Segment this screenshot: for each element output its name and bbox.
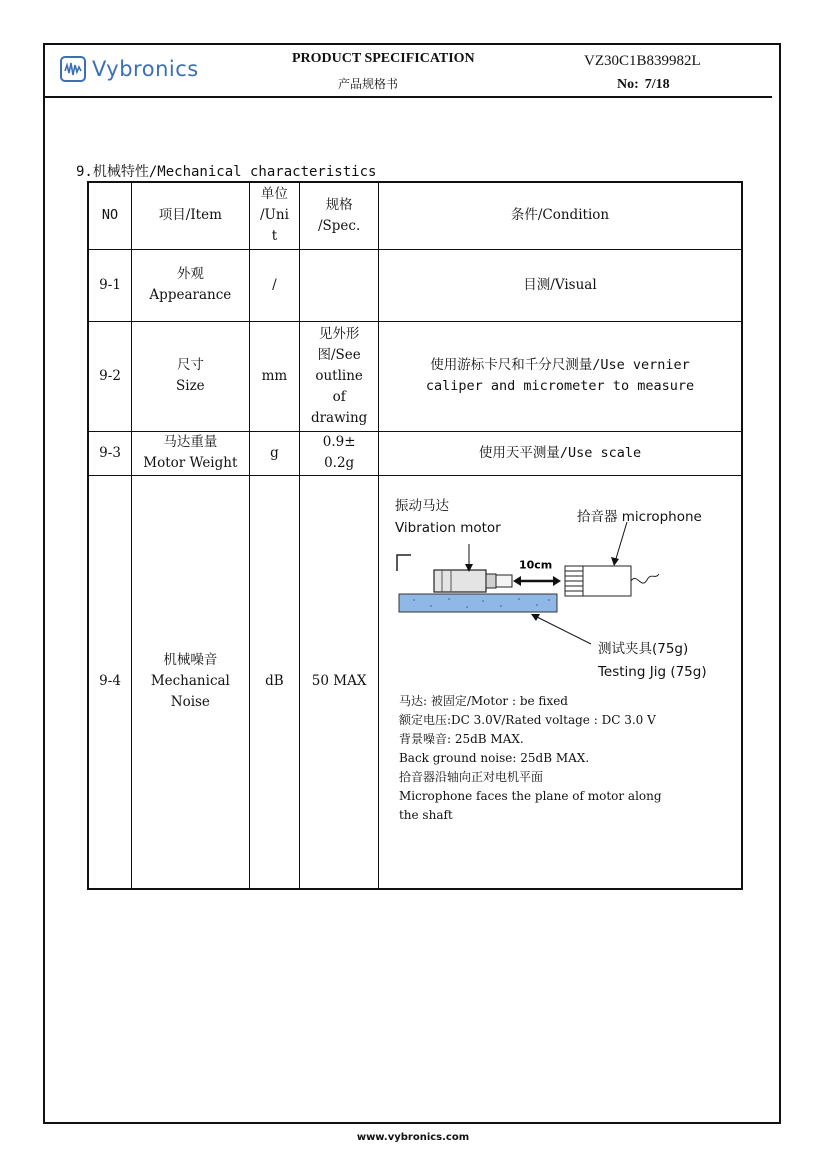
table-header-row: [88, 182, 742, 249]
header-item: 项目/Item: [132, 182, 249, 249]
table-row: [88, 475, 742, 889]
jig-label-cn: 测试夹具(75g): [597, 640, 689, 657]
noise-test-diagram: [379, 476, 741, 888]
row-no: 9-3: [88, 431, 132, 475]
eccentric-weight: [496, 575, 512, 587]
microphone-label: 拾音器 microphone: [576, 508, 702, 525]
mechanical-spec-table: [87, 181, 743, 890]
header-unit-line: t: [271, 228, 278, 245]
spec-line: 0.2g: [324, 455, 355, 471]
note-line: Back ground noise: 25dB MAX.: [398, 750, 590, 765]
footer-url: www.vybronics.com: [356, 1132, 470, 1143]
row-spec: 50 MAX: [300, 475, 379, 889]
header-unit: [249, 182, 300, 249]
item-en: Size: [176, 378, 205, 394]
item-en: Mechanical: [150, 673, 230, 689]
header-unit-line: /Uni: [259, 207, 289, 224]
spec-line: of: [332, 388, 346, 405]
spec-line: outline: [315, 367, 363, 384]
row-item: [132, 431, 249, 475]
item-cn: 外观: [176, 266, 204, 282]
header-no: NO: [88, 182, 132, 249]
note-line: Microphone faces the plane of motor along: [398, 788, 662, 803]
row-item: [132, 475, 249, 889]
spec-line: 0.9±: [322, 434, 356, 450]
row-condition: [378, 475, 742, 889]
row-no: 9-4: [88, 475, 132, 889]
row-condition: [378, 321, 742, 431]
item-cn: 尺寸: [176, 357, 204, 373]
row-no: 9-2: [88, 321, 132, 431]
row-item: [132, 321, 249, 431]
condition-line: 使用游标卡尺和千分尺测量/Use vernier: [430, 357, 690, 373]
vybronics-logo-icon: [60, 56, 86, 82]
header-spec: [300, 182, 379, 249]
test-setup-figure: [379, 476, 741, 696]
row-no: 9-1: [88, 249, 132, 321]
header-divider: [43, 96, 772, 98]
section-title: 9.机械特性/Mechanical characteristics: [76, 164, 377, 180]
spec-line: 见外形: [318, 325, 360, 342]
row-unit: mm: [249, 321, 300, 431]
testing-jig: [399, 594, 557, 612]
test-conditions-notes: [399, 692, 662, 825]
table-row: [88, 321, 742, 431]
row-unit: dB: [249, 475, 300, 889]
table-row: [88, 249, 742, 321]
row-spec: [300, 321, 379, 431]
row-condition: 目测/Visual: [378, 249, 742, 321]
item-en: Appearance: [149, 287, 232, 303]
spec-line: 图/See: [317, 346, 361, 363]
note-line: 马达: 被固定/Motor : be fixed: [398, 693, 568, 708]
note-line: 额定电压:DC 3.0V/Rated voltage : DC 3.0 V: [398, 712, 656, 727]
motor-label-en: Vibration motor: [394, 519, 501, 536]
doc-subtitle: 产品规格书: [338, 77, 399, 91]
microphone-cable: [631, 574, 659, 583]
motor-label-cn: 振动马达: [394, 497, 449, 514]
header-condition: 条件/Condition: [378, 182, 742, 249]
row-condition: 使用天平测量/Use scale: [378, 431, 742, 475]
brand-logo: [60, 56, 199, 82]
brand-name: Vybronics: [92, 57, 199, 81]
page-number-label: No:: [617, 77, 639, 92]
row-spec: [300, 249, 379, 321]
row-item: [132, 249, 249, 321]
note-line: 背景噪音: 25dB MAX.: [398, 731, 524, 746]
page-number-value: 7/18: [644, 77, 670, 92]
header-unit-line: 单位: [260, 186, 288, 203]
jig-label-en: Testing Jig (75g): [597, 663, 707, 680]
header-spec-line: /Spec.: [317, 217, 361, 234]
spec-line: drawing: [310, 409, 368, 426]
page-number: [617, 77, 670, 93]
note-line: the shaft: [398, 807, 453, 822]
row-unit: /: [249, 249, 300, 321]
table-row: [88, 431, 742, 475]
microphone-body: [583, 566, 631, 596]
note-line: 拾音器沿轴向正对电机平面: [398, 769, 543, 784]
distance-label: 10cm: [518, 558, 553, 572]
item-cn: 机械噪音: [163, 652, 218, 668]
doc-title: PRODUCT SPECIFICATION: [292, 51, 475, 66]
doc-code: VZ30C1B839982L: [584, 53, 701, 69]
motor-shaft: [486, 574, 496, 588]
row-unit: g: [249, 431, 300, 475]
fixture-bracket: [397, 555, 411, 571]
row-spec: [300, 431, 379, 475]
item-en: Motor Weight: [143, 455, 238, 471]
condition-line: caliper and micrometer to measure: [425, 378, 695, 394]
item-cn: 马达重量: [163, 434, 218, 450]
header-spec-line: 规格: [325, 196, 353, 213]
item-en: Noise: [170, 694, 210, 710]
